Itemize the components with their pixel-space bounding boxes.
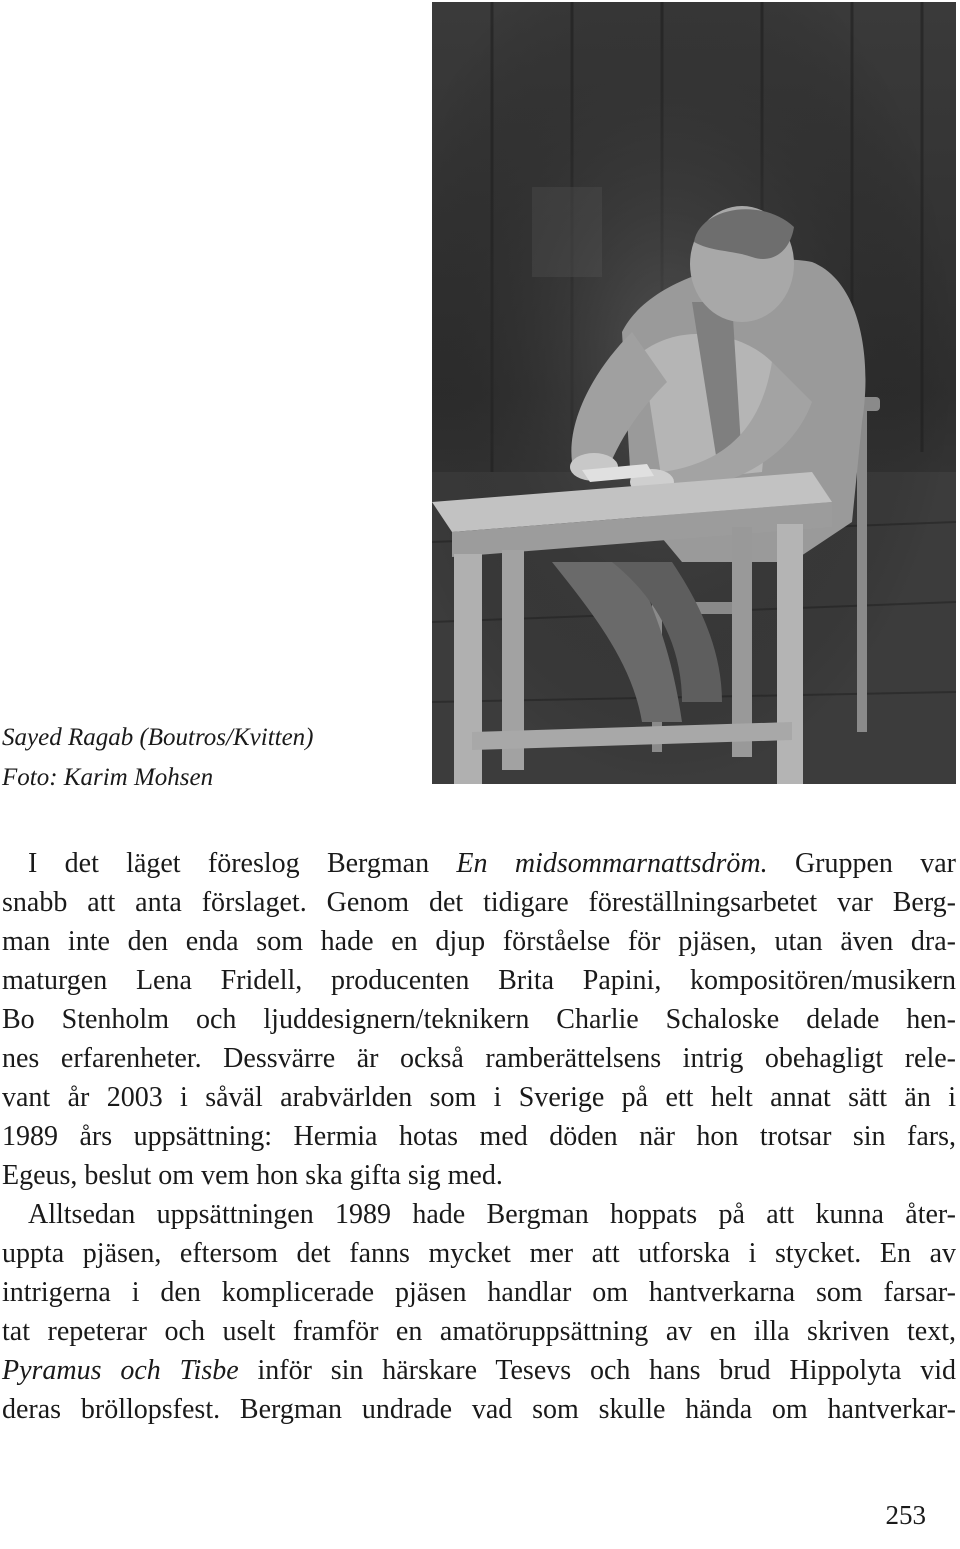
paragraph-1-line-1: [2, 844, 956, 883]
play-title: Pyramus och Tisbe: [2, 1355, 239, 1386]
paragraph-2-line-4: tat repeterar och uselt framför en amatöruppsättning av en illa skriven text,: [2, 1316, 956, 1347]
paragraph-1-line-3: man inte den enda som hade en djup förståelse för pjäsen, utan även dra-: [2, 926, 956, 957]
paragraph-2-line-3: intrigerna i den komplicerade pjäsen handlar om hantverkarna som farsar-: [2, 1277, 956, 1308]
paragraph-2-line-2: uppta pjäsen, eftersom det fanns mycket mer att utforska i stycket. En av: [2, 1238, 956, 1269]
paragraph-1-line-4: maturgen Lena Fridell, producenten Brita Papini, kompositören/musikern: [2, 965, 956, 996]
caption-names: Sayed Ragab (Boutros/Kvitten): [2, 724, 314, 751]
paragraph-1-line-5: Bo Stenholm och ljuddesignern/teknikern Charlie Schaloske delade hen-: [2, 1004, 956, 1035]
paragraph-2: [2, 1195, 956, 1429]
text-run: I det läget föreslog Bergman: [28, 848, 457, 879]
text-run: inför sin härskare Tesevs och hans brud Hippolyta vid: [238, 1355, 956, 1386]
page-number: 253: [885, 1500, 926, 1530]
photo-caption: [2, 718, 422, 798]
paragraph-2-line-6: deras bröllopsfest. Bergman undrade vad som skulle hända om hantverkar-: [2, 1394, 956, 1425]
paragraph-2-line-1: Alltsedan uppsättningen 1989 hade Bergman hoppats på att kunna åter-: [28, 1199, 956, 1230]
caption-photo-credit: Foto: Karim Mohsen: [2, 764, 214, 791]
photo-image: [432, 2, 956, 784]
paragraph-2-line-5: [2, 1351, 956, 1390]
paragraph-1-line-6: nes erfarenheter. Dessvärre är också ramberättelsens intrig obehagligt rele-: [2, 1043, 956, 1074]
paragraph-1-line-8: 1989 års uppsättning: Hermia hotas med döden när hon trotsar sin fars,: [2, 1121, 956, 1152]
paragraph-1: [2, 844, 956, 1195]
play-title: En midsommarnattsdröm.: [456, 848, 768, 879]
photo-man-writing-at-table: [432, 2, 956, 784]
text-run: Gruppen var: [767, 848, 956, 879]
paragraph-1-line-9: Egeus, beslut om vem hon ska gifta sig med.: [2, 1160, 503, 1191]
paragraph-1-line-7: vant år 2003 i såväl arabvärlden som i Sverige på ett helt annat sätt än i: [2, 1082, 956, 1113]
body-text: [2, 844, 956, 1429]
paragraph-1-line-2: snabb att anta förslaget. Genom det tidigare föreställningsarbetet var Berg-: [2, 887, 956, 918]
